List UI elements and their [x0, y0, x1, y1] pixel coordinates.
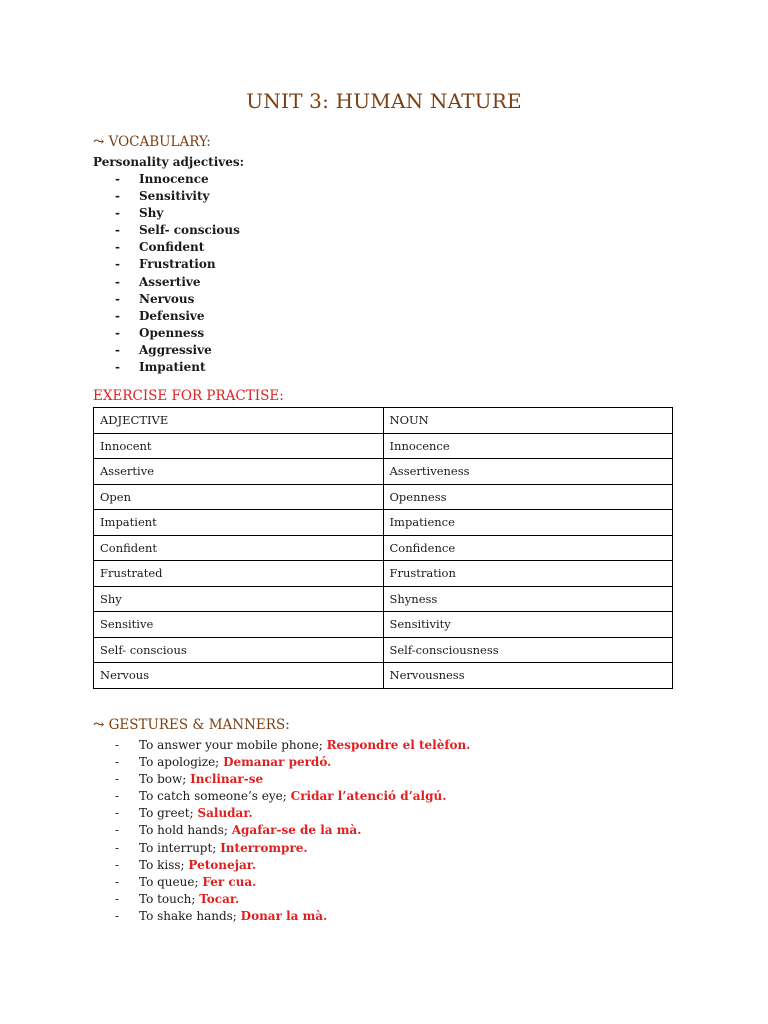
vocabulary-item	[115, 359, 240, 376]
list-dash: -	[115, 874, 120, 889]
vocabulary-heading: ⤳ VOCABULARY:	[93, 134, 211, 150]
gestures-list	[115, 737, 470, 925]
table-row	[94, 510, 673, 536]
vocabulary-item	[115, 205, 240, 222]
gesture-english: To answer your mobile phone;	[139, 738, 323, 752]
vocabulary-word: Frustration	[139, 257, 216, 272]
adjective-cell: Innocent	[94, 433, 384, 459]
noun-cell: Frustration	[383, 561, 673, 587]
adjective-cell: Self- conscious	[94, 637, 384, 663]
gesture-item	[115, 822, 470, 839]
gesture-item	[115, 874, 470, 891]
page-title: UNIT 3: HUMAN NATURE	[246, 89, 522, 113]
gesture-english: To apologize;	[139, 755, 220, 770]
list-dash: -	[115, 189, 120, 204]
gesture-english: To interrupt;	[139, 840, 217, 855]
list-dash: -	[115, 360, 120, 375]
table-row	[94, 637, 673, 663]
gesture-item	[115, 788, 470, 805]
table-row	[94, 586, 673, 612]
list-dash: -	[115, 206, 120, 221]
adjective-cell: Confident	[94, 535, 384, 561]
noun-cell: Nervousness	[383, 663, 673, 689]
list-dash: -	[115, 806, 120, 821]
list-dash: -	[115, 755, 120, 770]
noun-cell: Impatience	[383, 510, 673, 536]
vocabulary-subheading: Personality adjectives:	[93, 155, 245, 169]
table-header-cell: NOUN	[383, 408, 673, 434]
list-dash: -	[115, 291, 120, 306]
adjective-cell: Sensitive	[94, 612, 384, 638]
noun-cell: Confidence	[383, 535, 673, 561]
list-dash: -	[115, 891, 120, 906]
gesture-english: To touch;	[139, 891, 196, 906]
adjective-cell: Open	[94, 484, 384, 510]
exercise-heading: EXERCISE FOR PRACTISE:	[93, 388, 284, 404]
list-dash: -	[115, 908, 120, 923]
gesture-catalan: Saludar.	[197, 806, 253, 821]
gesture-english: To greet;	[139, 806, 194, 821]
vocabulary-word: Aggressive	[139, 342, 212, 357]
gesture-english: To catch someone’s eye;	[139, 789, 287, 804]
gesture-english: To queue;	[139, 874, 199, 889]
vocabulary-item	[115, 325, 240, 342]
vocabulary-word: Impatient	[139, 360, 206, 375]
table-row	[94, 612, 673, 638]
gesture-item	[115, 805, 470, 822]
gesture-catalan: Demanar perdó.	[223, 755, 332, 770]
exercise-table	[93, 407, 673, 689]
vocabulary-item	[115, 188, 240, 205]
list-dash: -	[115, 223, 120, 238]
vocabulary-item	[115, 222, 240, 239]
gesture-item	[115, 857, 470, 874]
gesture-catalan: Interrompre.	[220, 840, 308, 855]
adjective-cell: Shy	[94, 586, 384, 612]
vocabulary-item	[115, 308, 240, 325]
table-row	[94, 535, 673, 561]
vocabulary-word: Nervous	[139, 291, 195, 306]
list-dash: -	[115, 738, 120, 752]
gesture-catalan: Agafar-se de la mà.	[231, 823, 362, 838]
list-dash: -	[115, 240, 120, 255]
gesture-catalan: Petonejar.	[188, 857, 257, 872]
list-dash: -	[115, 308, 120, 323]
table-header-cell: ADJECTIVE	[94, 408, 384, 434]
vocabulary-item	[115, 342, 240, 359]
list-dash: -	[115, 257, 120, 272]
noun-cell: Openness	[383, 484, 673, 510]
adjective-cell: Impatient	[94, 510, 384, 536]
list-dash: -	[115, 857, 120, 872]
adjective-cell: Frustrated	[94, 561, 384, 587]
gesture-item	[115, 908, 470, 925]
gesture-item	[115, 771, 470, 788]
gesture-catalan: Inclinar-se	[190, 772, 264, 787]
list-dash: -	[115, 789, 120, 804]
gesture-catalan: Tocar.	[199, 891, 240, 906]
table-row	[94, 561, 673, 587]
noun-cell: Sensitivity	[383, 612, 673, 638]
vocabulary-word: Shy	[139, 206, 164, 221]
gesture-item	[115, 840, 470, 857]
table-header-row	[94, 408, 673, 434]
gesture-item	[115, 737, 470, 754]
gesture-catalan: Donar la mà.	[240, 908, 328, 923]
vocabulary-word: Defensive	[139, 308, 205, 323]
table-row	[94, 459, 673, 485]
table-row	[94, 484, 673, 510]
gesture-catalan: Respondre el telèfon.	[326, 738, 471, 752]
vocabulary-item	[115, 171, 240, 188]
vocabulary-word: Self- conscious	[139, 223, 240, 238]
vocabulary-item	[115, 274, 240, 291]
noun-cell: Shyness	[383, 586, 673, 612]
vocabulary-word: Sensitivity	[139, 189, 210, 204]
table-row	[94, 433, 673, 459]
list-dash: -	[115, 325, 120, 340]
gesture-english: To shake hands;	[139, 908, 237, 923]
gesture-english: To hold hands;	[139, 823, 228, 838]
gesture-english: To kiss;	[139, 857, 185, 872]
adjective-cell: Assertive	[94, 459, 384, 485]
list-dash: -	[115, 840, 120, 855]
adjective-cell: Nervous	[94, 663, 384, 689]
noun-cell: Innocence	[383, 433, 673, 459]
vocabulary-list	[115, 171, 240, 376]
list-dash: -	[115, 172, 120, 186]
list-dash: -	[115, 342, 120, 357]
gesture-item	[115, 891, 470, 908]
vocabulary-item	[115, 291, 240, 308]
table-row	[94, 663, 673, 689]
gesture-catalan: Fer cua.	[202, 874, 257, 889]
noun-cell: Self-consciousness	[383, 637, 673, 663]
noun-cell: Assertiveness	[383, 459, 673, 485]
gestures-heading: ⤳ GESTURES & MANNERS:	[93, 717, 290, 733]
vocabulary-word: Confident	[139, 240, 205, 255]
vocabulary-word: Innocence	[139, 172, 209, 186]
list-dash: -	[115, 274, 120, 289]
vocabulary-word: Openness	[139, 325, 205, 340]
gesture-catalan: Cridar l’atenció d’algú.	[290, 789, 447, 804]
gesture-item	[115, 754, 470, 771]
vocabulary-word: Assertive	[139, 274, 201, 289]
gesture-english: To bow;	[139, 772, 187, 787]
vocabulary-item	[115, 239, 240, 256]
list-dash: -	[115, 772, 120, 787]
vocabulary-item	[115, 256, 240, 273]
list-dash: -	[115, 823, 120, 838]
